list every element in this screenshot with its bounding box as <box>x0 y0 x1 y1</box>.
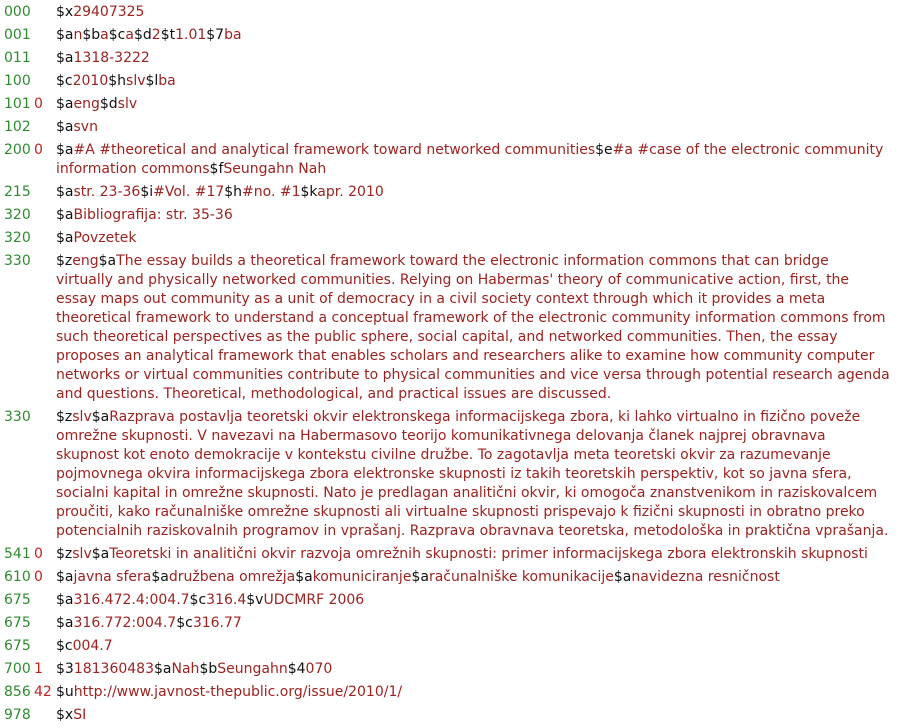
field-row <box>0 26 900 45</box>
field-content <box>56 683 900 702</box>
field-indicator: 0 <box>34 569 43 585</box>
field-row <box>0 591 900 610</box>
field-row <box>0 206 900 225</box>
subfield-code: $i <box>140 184 154 200</box>
field-row <box>0 3 900 22</box>
subfield-code: $b <box>82 27 101 43</box>
subfield-value: 29407325 <box>73 4 145 20</box>
subfield-code: $l <box>145 73 159 89</box>
field-content <box>56 229 900 248</box>
subfield-value: Bibliografija: str. 35-36 <box>73 207 233 223</box>
field-content <box>56 95 900 114</box>
subfield-code: $a <box>56 615 74 631</box>
subfield-value: The essay builds a theoretical framework toward the electronic information commons that can bridge virtually and physically networked communities. Relying on Habermas' theory of communicative action, first, the essay maps out community as a unit of democracy in a civil society context through which it provides a meta theoretical framework to understand a conceptual framework of the electronic community information commons from such theoretical perspectives as the public sphere, social capital, and networked communities. Then, the essay proposes an analytical framework that enables scholars and researchers alike to examine how community computer networks or virtual communities contribute to physical communities and vice versa through potential research agenda and questions. Theoretical, methodological, and practical issues are discussed. <box>56 253 890 402</box>
field-row <box>0 614 900 633</box>
subfield-code: $4 <box>287 661 306 677</box>
subfield-code: $a <box>91 409 110 425</box>
subfield-code: $a <box>56 142 74 158</box>
subfield-code: $v <box>246 592 264 608</box>
field-tag: 675 <box>4 638 31 654</box>
subfield-value: slv <box>72 546 92 562</box>
subfield-code: $a <box>411 569 429 585</box>
subfield-code: $h <box>224 184 243 200</box>
field-tag: 978 <box>4 707 31 723</box>
field-content <box>56 408 900 541</box>
subfield-code: $a <box>56 27 74 43</box>
subfield-code: $a <box>154 661 172 677</box>
subfield-code: $7 <box>206 27 225 43</box>
field-row <box>0 118 900 137</box>
field-row <box>0 72 900 91</box>
subfield-value: ba <box>224 27 242 43</box>
subfield-value: 070 <box>305 661 333 677</box>
field-content <box>56 252 900 404</box>
subfield-code: $3 <box>56 661 74 677</box>
subfield-code: $e <box>595 142 613 158</box>
field-content <box>56 568 900 587</box>
field-row <box>0 183 900 202</box>
subfield-code: $a <box>56 184 74 200</box>
subfield-value: #A #theoretical and analytical framework toward networked communities <box>73 142 596 158</box>
field-row <box>0 141 900 179</box>
field-tag: 101 <box>4 96 31 112</box>
field-indicator: 0 <box>34 142 43 158</box>
subfield-value: 004.7 <box>72 638 113 654</box>
subfield-value: javna sfera <box>73 569 152 585</box>
subfield-value: 316.772:004.7 <box>73 615 177 631</box>
field-row <box>0 683 900 702</box>
field-tag: 001 <box>4 27 31 43</box>
field-tag: 320 <box>4 207 31 223</box>
field-content <box>56 660 900 679</box>
field-tag: 856 <box>4 684 31 700</box>
field-row <box>0 229 900 248</box>
field-row <box>0 49 900 68</box>
subfield-value: navidezna resničnost <box>631 569 780 585</box>
subfield-value: UDCMRF 2006 <box>263 592 365 608</box>
field-content <box>56 3 900 22</box>
field-tag: 100 <box>4 73 31 89</box>
subfield-code: $a <box>56 119 74 135</box>
field-tag: 675 <box>4 615 31 631</box>
field-tag: 330 <box>4 409 31 425</box>
subfield-code: $c <box>108 27 126 43</box>
subfield-value: #Vol. #17 <box>153 184 225 200</box>
subfield-value: slv <box>126 73 146 89</box>
field-content <box>56 72 900 91</box>
subfield-code: $x <box>56 707 74 723</box>
subfield-value: 2010 <box>72 73 109 89</box>
subfield-value: 316.4 <box>206 592 247 608</box>
field-indicator: 1 <box>34 661 43 677</box>
subfield-code: $a <box>56 50 74 66</box>
subfield-value: komuniciranje <box>312 569 412 585</box>
subfield-value: 2 <box>151 27 161 43</box>
subfield-code: $a <box>56 230 74 246</box>
field-tag: 200 <box>4 142 31 158</box>
field-row <box>0 408 900 541</box>
subfield-value: družbena omrežja <box>168 569 296 585</box>
field-indicator: 0 <box>34 96 43 112</box>
field-tag: 011 <box>4 50 31 66</box>
subfield-value: apr. 2010 <box>317 184 384 200</box>
field-content <box>56 141 900 179</box>
subfield-value: svn <box>73 119 98 135</box>
subfield-value: Razprava postavlja teoretski okvir elektronskega informacijskega zbora, ki lahko virtualno in fizično poveže omrežne skupnosti. V navezavi na Habermasovo teorijo komunikativnega delovanja članek najprej obravnava skupnost kot enoto demokracije v kontekstu civilne družbe. To zagotavlja meta teoretski okvir za razumevanje pojmovnega okvira informacijskega zbora elektronske skupnosti iz takih teoretskih perspektiv, kot so javna sfera, socialni kapital in omrežne skupnosti. Nato je predlagan analitični okvir, ki omogoča znanstvenikom in raziskovalcem proučiti, kako računalniške omrežne skupnosti ali virtualne skupnosti prispevajo k fizični skupnosti in obratno preko potencialnih raziskovalnih programov in vprašanj. Razprava obravnava teoretska, metodološka in praktična vprašanja. <box>56 409 889 539</box>
subfield-code: $b <box>199 661 218 677</box>
field-tag: 000 <box>4 4 31 20</box>
subfield-value: 1318-3222 <box>73 50 150 66</box>
subfield-value: Teoretski in analitični okvir razvoja omrežnih skupnosti: primer informacijskega zbora elektronskih skupnosti <box>109 546 868 562</box>
subfield-value: slv <box>72 409 92 425</box>
field-row <box>0 660 900 679</box>
subfield-value: Povzetek <box>73 230 137 246</box>
subfield-code: $z <box>56 409 73 425</box>
field-content <box>56 637 900 656</box>
field-tag: 320 <box>4 230 31 246</box>
subfield-code: $a <box>295 569 313 585</box>
url-link[interactable]: http://www.javnost-thepublic.org/issue/2010/1/ <box>73 684 403 700</box>
subfield-code: $a <box>56 592 74 608</box>
subfield-code: $h <box>108 73 127 89</box>
field-row <box>0 95 900 114</box>
field-content <box>56 183 900 202</box>
subfield-code: $a <box>56 207 74 223</box>
field-row <box>0 252 900 404</box>
subfield-code: $c <box>176 615 193 631</box>
field-tag: 700 <box>4 661 31 677</box>
subfield-code: $c <box>189 592 207 608</box>
field-tag: 675 <box>4 592 31 608</box>
field-content <box>56 206 900 225</box>
subfield-value: a <box>100 27 109 43</box>
field-content <box>56 591 900 610</box>
field-tag: 541 <box>4 546 31 562</box>
subfield-code: $d <box>99 96 118 112</box>
subfield-value: Seungahn Nah <box>223 161 327 177</box>
subfield-code: $a <box>613 569 632 585</box>
subfield-value: računalniške komunikacije <box>428 569 614 585</box>
field-indicator: 42 <box>34 684 52 700</box>
subfield-value: ba <box>158 73 176 89</box>
subfield-value: 181360483 <box>73 661 154 677</box>
subfield-value: eng <box>73 96 100 112</box>
field-tag: 102 <box>4 119 31 135</box>
subfield-code: $a <box>56 569 74 585</box>
subfield-code: $a <box>98 253 117 269</box>
subfield-value: SI <box>73 707 87 723</box>
field-tag: 610 <box>4 569 31 585</box>
subfield-value: n <box>73 27 83 43</box>
subfield-code: $a <box>151 569 169 585</box>
subfield-code: $z <box>56 253 73 269</box>
field-tag: 330 <box>4 253 31 269</box>
subfield-code: $a <box>56 96 74 112</box>
field-indicator: 0 <box>34 546 43 562</box>
subfield-value: Seungahn <box>217 661 288 677</box>
subfield-code: $a <box>91 546 110 562</box>
field-row <box>0 568 900 587</box>
subfield-value: 316.77 <box>192 615 242 631</box>
field-tag: 215 <box>4 184 31 200</box>
subfield-value: #no. #1 <box>242 184 301 200</box>
subfield-value: str. 23-36 <box>73 184 141 200</box>
subfield-code: $k <box>300 184 318 200</box>
field-content <box>56 614 900 633</box>
subfield-value: #a #case of the electronic community information commons <box>56 142 884 177</box>
subfield-value: eng <box>72 253 99 269</box>
subfield-code: $c <box>56 73 73 89</box>
subfield-value: 1.01 <box>175 27 207 43</box>
subfield-code: $x <box>56 4 74 20</box>
field-content <box>56 118 900 137</box>
field-row <box>0 706 900 725</box>
subfield-value: Nah <box>171 661 200 677</box>
subfield-code: $f <box>209 161 224 177</box>
field-content <box>56 26 900 45</box>
subfield-code: $t <box>160 27 176 43</box>
field-row <box>0 637 900 656</box>
subfield-code: $c <box>56 638 73 654</box>
field-content <box>56 545 900 564</box>
subfield-code: $d <box>133 27 152 43</box>
subfield-code: $z <box>56 546 73 562</box>
subfield-value: slv <box>117 96 138 112</box>
field-content <box>56 706 900 725</box>
subfield-value: a <box>125 27 134 43</box>
field-content <box>56 49 900 68</box>
subfield-value: 316.472.4:004.7 <box>73 592 190 608</box>
subfield-code: $u <box>56 684 74 700</box>
field-row <box>0 545 900 564</box>
